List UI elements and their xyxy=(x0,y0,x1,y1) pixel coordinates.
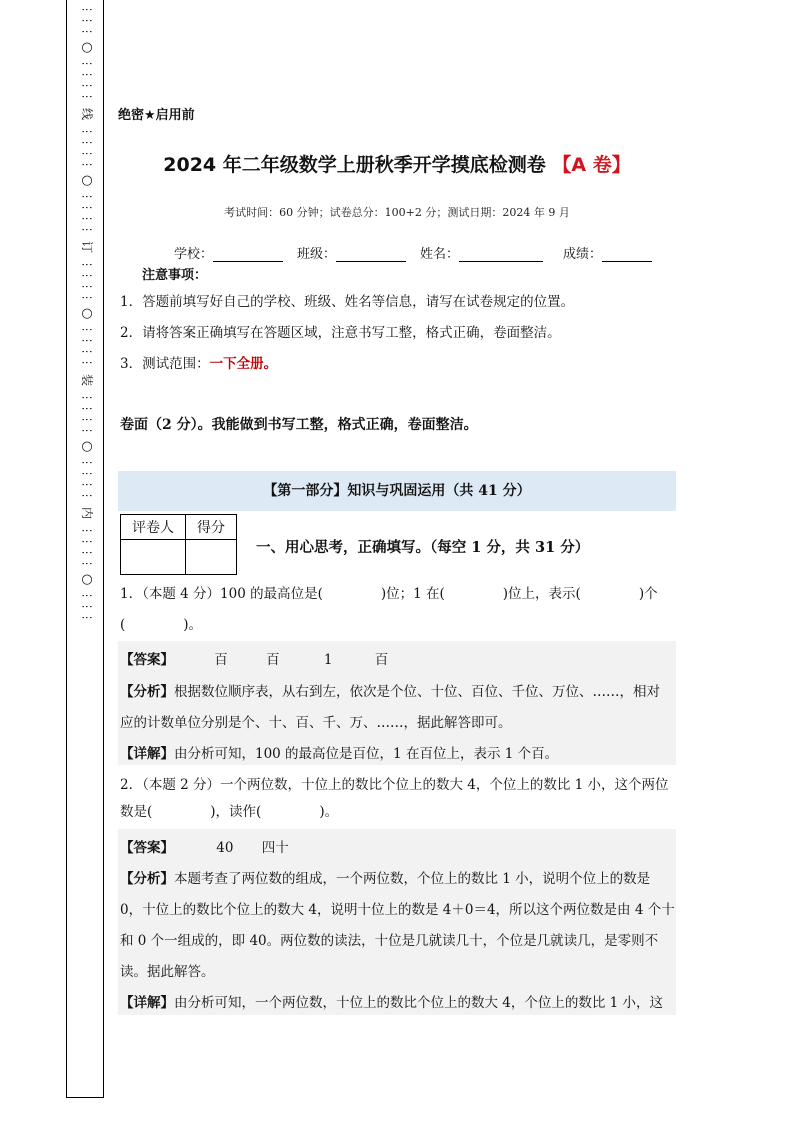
q1-text: ( xyxy=(120,617,126,633)
score-cell[interactable] xyxy=(186,540,237,575)
answer-value: 四十 xyxy=(261,840,289,856)
binding-line-strip xyxy=(66,0,104,1098)
analysis-text: 应的计数单位分别是个、十、百、千、万、……，据此解答即可。 xyxy=(120,715,512,731)
binding-dots: ⋮⋮⋮ xyxy=(80,590,94,623)
binding-dots: ⋮⋮⋮⋮ xyxy=(80,525,94,569)
binding-char: 线 xyxy=(80,107,95,121)
school-field[interactable] xyxy=(174,243,283,262)
question-1-cont xyxy=(120,610,676,641)
analysis-label: 【分析】 xyxy=(120,684,174,700)
q1-answer xyxy=(120,648,676,668)
analysis-text: 读。据此解答。 xyxy=(120,964,215,980)
name-field[interactable] xyxy=(420,243,543,262)
binding-dots: ⋮⋮⋮⋮ xyxy=(80,191,94,235)
confidential-label: 绝密★启用前 xyxy=(118,108,195,123)
q2-answer xyxy=(120,836,676,856)
score-table xyxy=(120,514,237,575)
score-blank[interactable] xyxy=(602,247,652,262)
answer-value: 百 xyxy=(266,652,280,668)
binding-dots: ⋮⋮⋮ xyxy=(80,4,94,37)
binding-char: 装 xyxy=(80,373,95,387)
note-item: 1．答题前填写好自己的学校、班级、姓名等信息，请写在试卷规定的位置。 xyxy=(120,294,575,310)
answer-label: 【答案】 xyxy=(120,652,174,668)
q1-text: )位上，表示( xyxy=(502,586,581,602)
exam-meta: 考试时间：60 分钟；试卷总分：100+2 分；测试日期：2024 年 9 月 xyxy=(224,206,570,219)
question-2-cont xyxy=(120,797,676,828)
analysis-text: 0，十位上的数比个位上的数大 4，说明十位上的数是 4＋0＝4，所以这个两位数是由 4 个十 xyxy=(120,902,675,918)
binding-circle: ○ xyxy=(81,173,93,188)
q1-text: 1．（本题 4 分）100 的最高位是( xyxy=(120,586,323,602)
binding-circle: ○ xyxy=(81,439,93,454)
binding-char: 内 xyxy=(80,506,95,520)
q2-text: )，读作( xyxy=(210,804,262,820)
analysis-label: 【分析】 xyxy=(120,871,174,887)
grader-header: 评卷人 xyxy=(121,515,186,540)
question-1 xyxy=(120,579,676,610)
detail-text: 由分析可知，一个两位数，十位上的数比个位上的数大 4，个位上的数比 1 小，这 xyxy=(174,995,664,1011)
q2-text: )。 xyxy=(319,804,339,820)
name-label: 姓名： xyxy=(420,247,460,262)
neatness-statement: 卷面（2 分）。我能做到书写工整，格式正确，卷面整洁。 xyxy=(120,417,478,433)
answer-value: 1 xyxy=(323,652,333,668)
binding-dots: ⋮⋮⋮⋮ xyxy=(80,392,94,436)
note-item-text: 3．测试范围： xyxy=(120,356,210,372)
school-blank[interactable] xyxy=(213,247,283,262)
answer-value: 百 xyxy=(374,652,389,668)
detail-label: 【详解】 xyxy=(120,746,174,762)
binding-dots: ⋮⋮⋮⋮ xyxy=(80,457,94,501)
title-tag: 【A 卷】 xyxy=(552,154,631,176)
page-title xyxy=(118,150,676,177)
score-label: 成绩： xyxy=(563,247,603,262)
q1-text: )。 xyxy=(183,617,203,633)
part-heading: 【第一部分】知识与巩固运用（共 41 分） xyxy=(118,471,676,511)
binding-marks xyxy=(81,4,93,1094)
name-blank[interactable] xyxy=(459,247,543,262)
q1-text: )个 xyxy=(638,586,658,602)
binding-dots: ⋮⋮⋮⋮ xyxy=(80,126,94,170)
student-info-row xyxy=(174,243,652,262)
q1-text: )位；1 在( xyxy=(380,586,445,602)
note-item: 2．请将答案正确填写在答题区域，注意书写工整，格式正确，卷面整洁。 xyxy=(120,325,561,341)
analysis-text: 和 0 个一组成的，即 40。两位数的读法，十位是几就读几十，个位是几就读几，是零则不 xyxy=(120,933,659,949)
score-field[interactable] xyxy=(563,243,652,262)
q2-analysis xyxy=(120,867,676,887)
binding-dots: ⋮⋮⋮⋮ xyxy=(80,324,94,368)
class-field[interactable] xyxy=(297,243,406,262)
binding-dots: ⋮⋮⋮⋮ xyxy=(80,259,94,303)
binding-circle: ○ xyxy=(81,572,93,587)
class-label: 班级： xyxy=(297,247,337,262)
school-label: 学校： xyxy=(174,247,214,262)
question-2: 2．（本题 2 分）一个两位数，十位上的数比个位上的数大 4，个位上的数比 1 小，这个两位 xyxy=(120,777,669,793)
notes-heading: 注意事项： xyxy=(142,268,208,283)
q2-detail xyxy=(120,991,676,1011)
score-header: 得分 xyxy=(186,515,237,540)
answer-value: 40 xyxy=(216,840,234,856)
grader-cell[interactable] xyxy=(121,540,186,575)
analysis-text: 根据数位顺序表，从右到左，依次是个位、十位、百位、千位、万位、……，相对 xyxy=(174,684,660,700)
binding-dots: ⋮⋮⋮⋮ xyxy=(80,58,94,102)
answer-label: 【答案】 xyxy=(120,840,174,856)
class-blank[interactable] xyxy=(336,247,406,262)
detail-label: 【详解】 xyxy=(120,995,174,1011)
q2-text: 数是( xyxy=(120,804,153,820)
binding-char: 订 xyxy=(80,240,95,254)
q1-detail xyxy=(120,742,676,762)
test-scope: 一下全册。 xyxy=(209,356,278,372)
q2-solution-box xyxy=(118,829,676,1015)
title-main: 2024 年二年级数学上册秋季开学摸底检测卷 xyxy=(163,154,546,176)
section-title: 一、用心思考，正确填写。（每空 1 分，共 31 分） xyxy=(256,539,590,556)
q1-analysis xyxy=(120,680,676,700)
binding-circle: ○ xyxy=(81,306,93,321)
note-item xyxy=(120,352,277,372)
binding-circle: ○ xyxy=(81,40,93,55)
answer-value: 百 xyxy=(214,652,228,668)
analysis-text: 本题考查了两位数的组成，一个两位数，个位上的数比 1 小，说明个位上的数是 xyxy=(174,871,651,887)
detail-text: 由分析可知，100 的最高位是百位，1 在百位上，表示 1 个百。 xyxy=(174,746,559,762)
